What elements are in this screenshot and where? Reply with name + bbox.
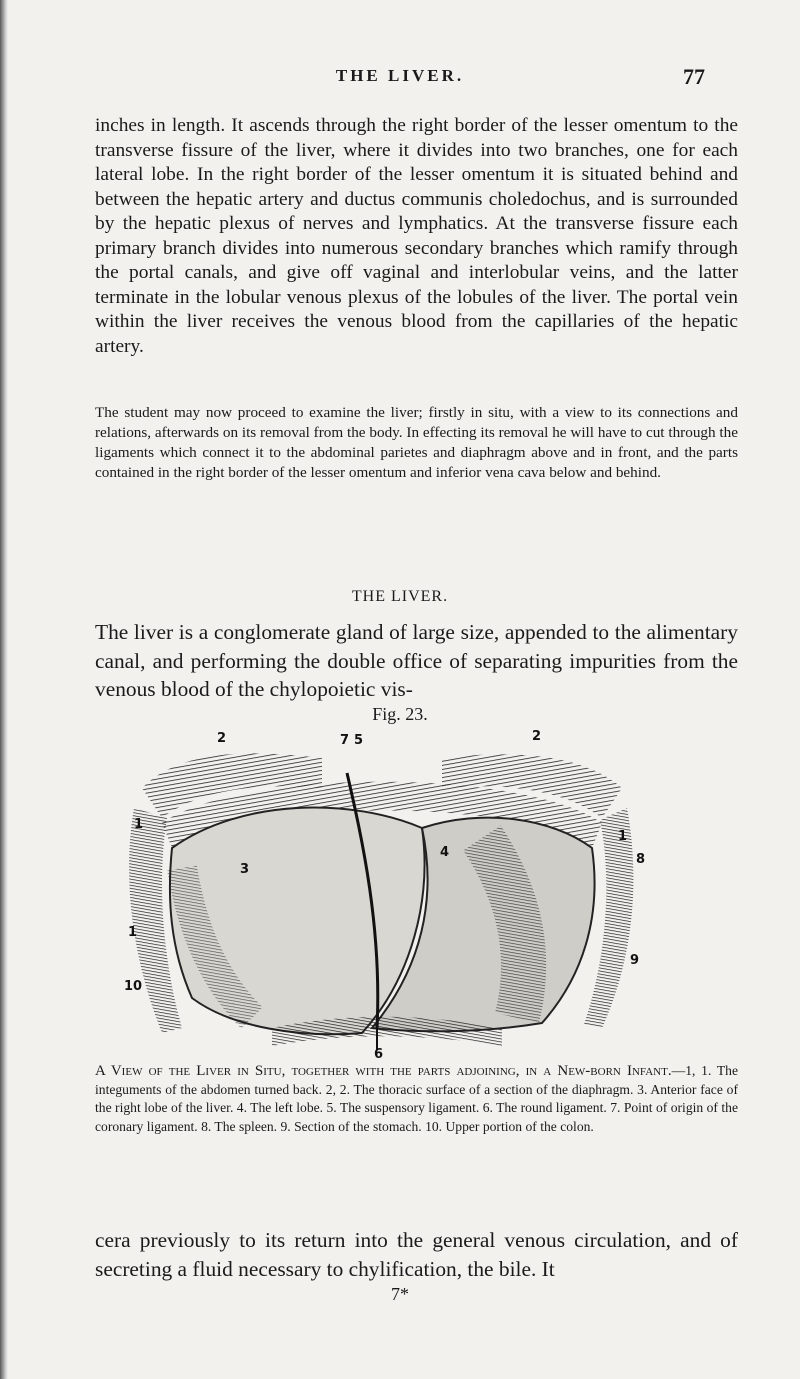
liver-illustration — [122, 728, 646, 1062]
marker-9: 9 — [630, 953, 640, 968]
signature-mark: 7* — [391, 1284, 409, 1304]
paragraph-dissection-instructions: The student may now proceed to examine the liver; firstly in situ, with a view to its connections and relations, afterwards on its removal from the body. In effecting its removal he will have to cut through the ligaments which connect it to the abdominal parietes and diaphragm above and in front, and the parts contained in the right border of the lesser omentum and inferior vena cava below and behind. — [95, 404, 738, 481]
figure-label: Fig. 23. — [372, 704, 428, 724]
paragraph-continuation: cera previously to its return into the general venous circulation, and of secreting a fluid necessary to chylification, the bile. It — [95, 1228, 738, 1281]
paragraph-portal-vein: inches in length. It ascends through the right border of the lesser omentum to the transverse fissure of the liver, where it divides into two branches, one for each lateral lobe. In the right border of the lesser omentum it is situated behind and between the hepatic artery and ductus communis choledochus, and is surrounded by the hepatic plexus of nerves and lymphatics. At the transverse fissure each primary branch divides into numerous secondary branches which ramify through the portal canals, and give off vaginal and interlobular veins, and the latter terminate in the lobular venous plexus of the lobules of the liver. The portal vein within the liver receives the venous blood from the capillaries of the hepatic artery. — [95, 115, 738, 357]
marker-5: 5 — [354, 733, 364, 748]
marker-1-left: 1 — [134, 817, 144, 832]
marker-8: 8 — [636, 852, 646, 867]
marker-4: 4 — [440, 845, 450, 860]
caption-body: —1, 1. The integuments of the abdomen turned back. 2, 2. The thoracic surface of a section of the diaphragm. 3. Anterior face of the right lobe of the liver. 4. The left lobe. 5. The suspensory ligament. 6. The round ligament. 7. Point of origin of the coronary ligament. 8. The spleen. 9. Section of the stomach. 10. Upper portion of the colon. — [95, 1063, 739, 1134]
page-edge-shadow — [0, 0, 8, 1379]
section-heading: THE LIVER. — [351, 588, 449, 605]
marker-2-right: 2 — [532, 729, 542, 744]
marker-7: 7 — [340, 733, 350, 748]
caption-title: A View of the Liver in Situ, together with the parts adjoining, in a New-born Infant. — [95, 1063, 672, 1079]
marker-6: 6 — [374, 1047, 384, 1062]
paragraph-liver-intro: The liver is a conglomerate gland of large size, appended to the alimentary canal, and performing the double office of separating impurities from the venous blood of the chylopoietic vis- — [95, 620, 738, 701]
marker-10: 10 — [124, 979, 143, 994]
marker-2-left: 2 — [217, 731, 227, 746]
figure-caption — [95, 1062, 738, 1136]
page-header — [0, 66, 800, 96]
liver-figure — [122, 728, 646, 1062]
marker-1-right: 1 — [618, 829, 628, 844]
running-title: THE LIVER. — [335, 66, 465, 85]
marker-3: 3 — [240, 862, 250, 877]
page-number: 77 — [683, 64, 705, 89]
marker-1-lower: 1 — [128, 925, 138, 940]
